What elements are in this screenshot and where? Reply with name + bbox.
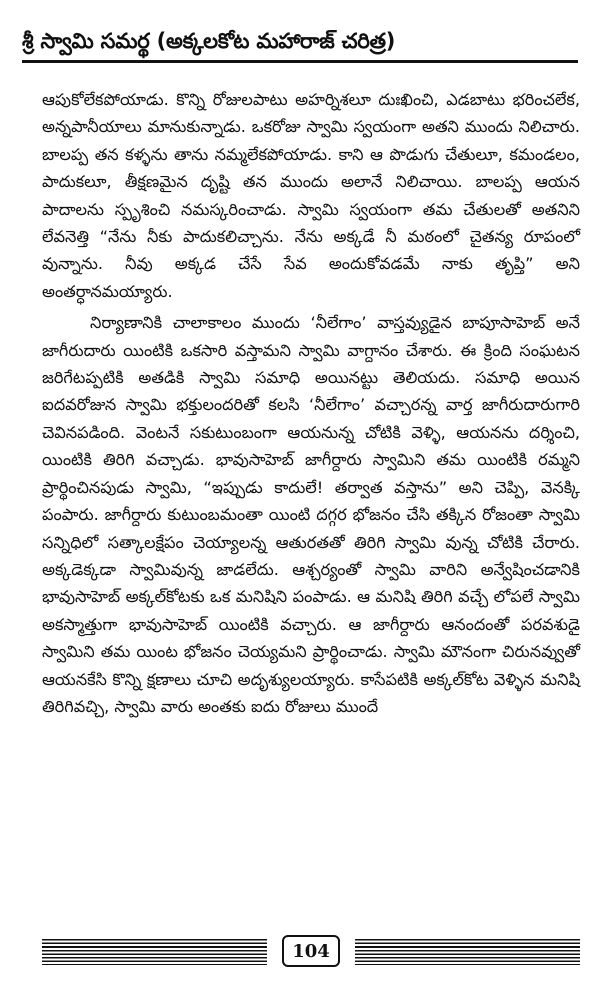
footer-ornament-left — [42, 939, 267, 965]
page-number: 104 — [282, 935, 340, 967]
paragraph-1: ఆపుకోలేకపోయాడు. కొన్ని రోజులపాటు అహర్నిశలూ దుఃఖించి, ఎడబాటు భరించలేక, అన్నపానీయాలు మానుకున్నాడు. ఒకరోజు స్వామి స్వయంగా అతని ముందు నిలిచారు. బాలప్ప తన కళ్ళను తాను నమ్మలేకపోయాడు. కాని ఆ పొడుగు చేతులూ, కమండలం, పాదుకలూ, తీక్షణమైన దృష్టి తన ముందు అలానే నిలిచాయి. బాలప్ప ఆయన పాదాలను స్పృశించి నమస్కరించాడు. స్వామి స్వయంగా తమ చేతులతో అతనిని లేవనెత్తి “నేను నీకు పాదుకలిచ్చాను. నేను అక్కడే నీ మఠంలో చైతన్య రూపంలో వున్నాను. నీవు అక్కడ చేసే సేవ అందుకోవడమే నాకు తృప్తి” అని అంతర్ధానమయ్యారు. — [42, 90, 580, 301]
running-header — [22, 28, 578, 63]
paragraph-2: నిర్యాణానికి చాలాకాలం ముందు ‘నీలేగాం’ వాస్తవ్యుడైన బాపూసాహెబ్ అనే జాగీరుదారు యింటికి ఒకసారి వస్తామని స్వామి వాగ్దానం చేశారు. ఈ క్రింది సంఘటన జరిగేటప్పటికి అతడికి స్వామి సమాధి అయినట్టు తెలియదు. సమాధి అయిన ఐదవరోజున స్వామి భక్తులందరితో కలసి ‘నీలేగాం’ వచ్చారన్న వార్త జాగీరుదారుగారి చెవినపడింది. వెంటనే సకుటుంబంగా ఆయనున్న చోటికి వెళ్ళి, ఆయనను దర్శించి, యింటికి తిరిగి వచ్చాడు. భావుసాహెబ్ జాగీర్దారు స్వామిని తమ యింటికి రమ్మని ప్రార్థించినపుడు స్వామి, “ఇప్పుడు కాదులే! తర్వాత వస్తాను” అని చెప్పి, వెనక్కి పంపారు. జాగీర్దారు కుటుంబమంతా యింటి దగ్గర భోజనం చేసి తక్కిన రోజంతా స్వామి సన్నిధిలో సత్కాలక్షేపం చెయ్యాలన్న ఆతురతతో తిరిగి స్వామి వున్న చోటికి చేరారు. అక్కడెక్కడా స్వామివున్న జాడలేదు. ఆశ్చర్యంతో స్వామి వారిని అన్వేషించడానికి భావుసాహెబ్ అక్కల్‌కోటకు ఒక మనిషిని పంపాడు. ఆ మనిషి తిరిగి వచ్చే లోపలే స్వామి అకస్మాత్తుగా భావుసాహెబ్ యింటికి వచ్చారు. ఆ జాగీర్దారు ఆనందంతో పరవశుడై స్వామిని తమ యింట భోజనం చెయ్యమని ప్రార్థించాడు. స్వామి మౌనంగా చిరునవ్వుతో ఆయనకేసి కొన్ని క్షణాలు చూచి అదృశ్యులయ్యారు. కాసేపటికి అక్కల్‌కోట వెళ్ళిన మనిషి తిరిగివచ్చి, స్వామి వారు అంతకు ఐదు రోజులు ముందే — [42, 313, 580, 716]
footer-ornament-right — [355, 939, 580, 965]
header-rule — [22, 60, 578, 63]
page-footer — [42, 935, 580, 971]
header-title: శ్రీ స్వామి సమర్థ (అక్కలకోట మహారాజ్ చరిత్ర) — [22, 29, 396, 53]
page-body — [42, 86, 580, 720]
